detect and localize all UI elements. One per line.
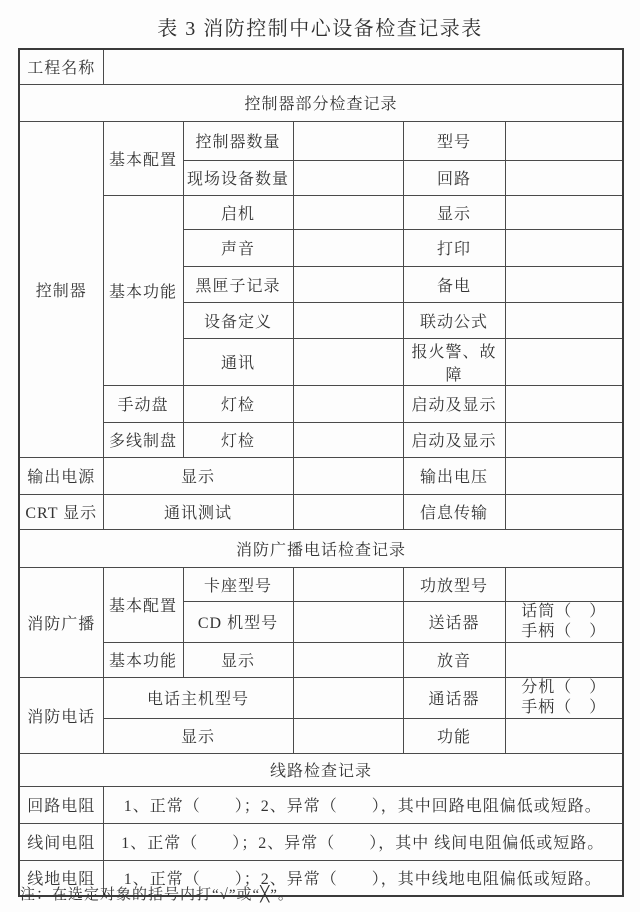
item-value [505, 718, 623, 753]
telephone-group-label: 消防电话 [19, 677, 103, 753]
handle-option: 手柄（ ） [521, 698, 607, 716]
page-title: 表 3 消防控制中心设备检查记录表 [157, 18, 483, 40]
item-label: 功放型号 [403, 567, 505, 601]
handle-option: 手柄（ ） [521, 622, 607, 640]
item-value [293, 121, 403, 160]
item-value [293, 160, 403, 195]
item-label: 卡座型号 [183, 567, 293, 601]
item-value [293, 302, 403, 338]
item-label: 控制器数量 [183, 121, 293, 160]
broadcast-group-label: 消防广播 [19, 567, 103, 677]
item-label: 通讯 [183, 338, 293, 385]
item-label: 型号 [403, 121, 505, 160]
item-label: 打印 [403, 229, 505, 266]
item-label: 灯检 [183, 422, 293, 457]
crt-display-label: CRT 显示 [19, 494, 103, 529]
item-value [293, 229, 403, 266]
line-to-ground-resistance-label: 线地电阻 [19, 860, 103, 896]
item-label: 送话器 [403, 601, 505, 642]
item-value [505, 457, 623, 494]
transmitter-options-cell [505, 601, 623, 642]
item-label: 现场设备数量 [183, 160, 293, 195]
item-value [505, 121, 623, 160]
basic-config-label: 基本配置 [103, 567, 183, 642]
item-value [293, 601, 403, 642]
item-value [505, 385, 623, 422]
project-name-value [103, 49, 623, 84]
project-name-label: 工程名称 [19, 49, 103, 84]
item-value [505, 195, 623, 229]
item-value [293, 266, 403, 302]
item-label: 备电 [403, 266, 505, 302]
item-label: 回路 [403, 160, 505, 195]
item-value [505, 338, 623, 385]
inspection-table [18, 48, 624, 897]
item-label: 黑匣子记录 [183, 266, 293, 302]
controller-group-label: 控制器 [19, 121, 103, 457]
item-value [505, 567, 623, 601]
item-label: 显示 [103, 718, 293, 753]
item-label: 通话器 [403, 677, 505, 718]
controller-section-header: 控制器部分检查记录 [19, 84, 623, 121]
item-value [505, 266, 623, 302]
item-label: CD 机型号 [183, 601, 293, 642]
line-to-line-resistance-label: 线间电阻 [19, 823, 103, 860]
extension-option: 分机（ ） [521, 678, 607, 696]
item-value [505, 494, 623, 529]
line-section-header: 线路检查记录 [19, 753, 623, 786]
item-label: 灯检 [183, 385, 293, 422]
item-value [293, 422, 403, 457]
item-label: 启动及显示 [403, 385, 505, 422]
multiline-panel-label: 多线制盘 [103, 422, 183, 457]
item-value [505, 302, 623, 338]
item-value [293, 338, 403, 385]
item-value [505, 642, 623, 677]
item-label: 设备定义 [183, 302, 293, 338]
item-value [505, 229, 623, 266]
talker-options-cell [505, 677, 623, 718]
item-label: 显示 [403, 195, 505, 229]
loop-resistance-label: 回路电阻 [19, 786, 103, 823]
item-label: 电话主机型号 [103, 677, 293, 718]
item-label: 功能 [403, 718, 505, 753]
item-value [293, 385, 403, 422]
line-to-line-resistance-options: 1、正常（ ）；2、异常（ ），其中 线间电阻偏低或短路。 [103, 823, 623, 860]
basic-function-label: 基本功能 [103, 642, 183, 677]
item-label: 启机 [183, 195, 293, 229]
mic-option: 话筒（ ） [521, 602, 607, 620]
item-value [293, 718, 403, 753]
broadcast-section-header: 消防广播电话检查记录 [19, 529, 623, 567]
item-value [293, 567, 403, 601]
item-value [293, 642, 403, 677]
item-label: 显示 [103, 457, 293, 494]
item-label: 声音 [183, 229, 293, 266]
item-value [293, 677, 403, 718]
item-label: 显示 [183, 642, 293, 677]
item-label: 信息传输 [403, 494, 505, 529]
item-label: 通讯测试 [103, 494, 293, 529]
item-label: 报火警、故障 [403, 338, 505, 385]
item-label: 联动公式 [403, 302, 505, 338]
item-label: 启动及显示 [403, 422, 505, 457]
line-to-ground-resistance-options: 1、正常（ ）；2、异常（ ），其中线地电阻偏低或短路。 [103, 860, 623, 896]
item-value [505, 160, 623, 195]
output-power-label: 输出电源 [19, 457, 103, 494]
item-value [293, 457, 403, 494]
item-value [293, 195, 403, 229]
basic-function-label: 基本功能 [103, 195, 183, 385]
footnote: 注：在选定对象的括号内打“√”或“╳”。 [20, 887, 294, 903]
item-label: 放音 [403, 642, 505, 677]
manual-panel-label: 手动盘 [103, 385, 183, 422]
item-label: 输出电压 [403, 457, 505, 494]
item-value [293, 494, 403, 529]
loop-resistance-options: 1、正常（ ）；2、异常（ ），其中回路电阻偏低或短路。 [103, 786, 623, 823]
item-value [505, 422, 623, 457]
basic-config-label: 基本配置 [103, 121, 183, 195]
